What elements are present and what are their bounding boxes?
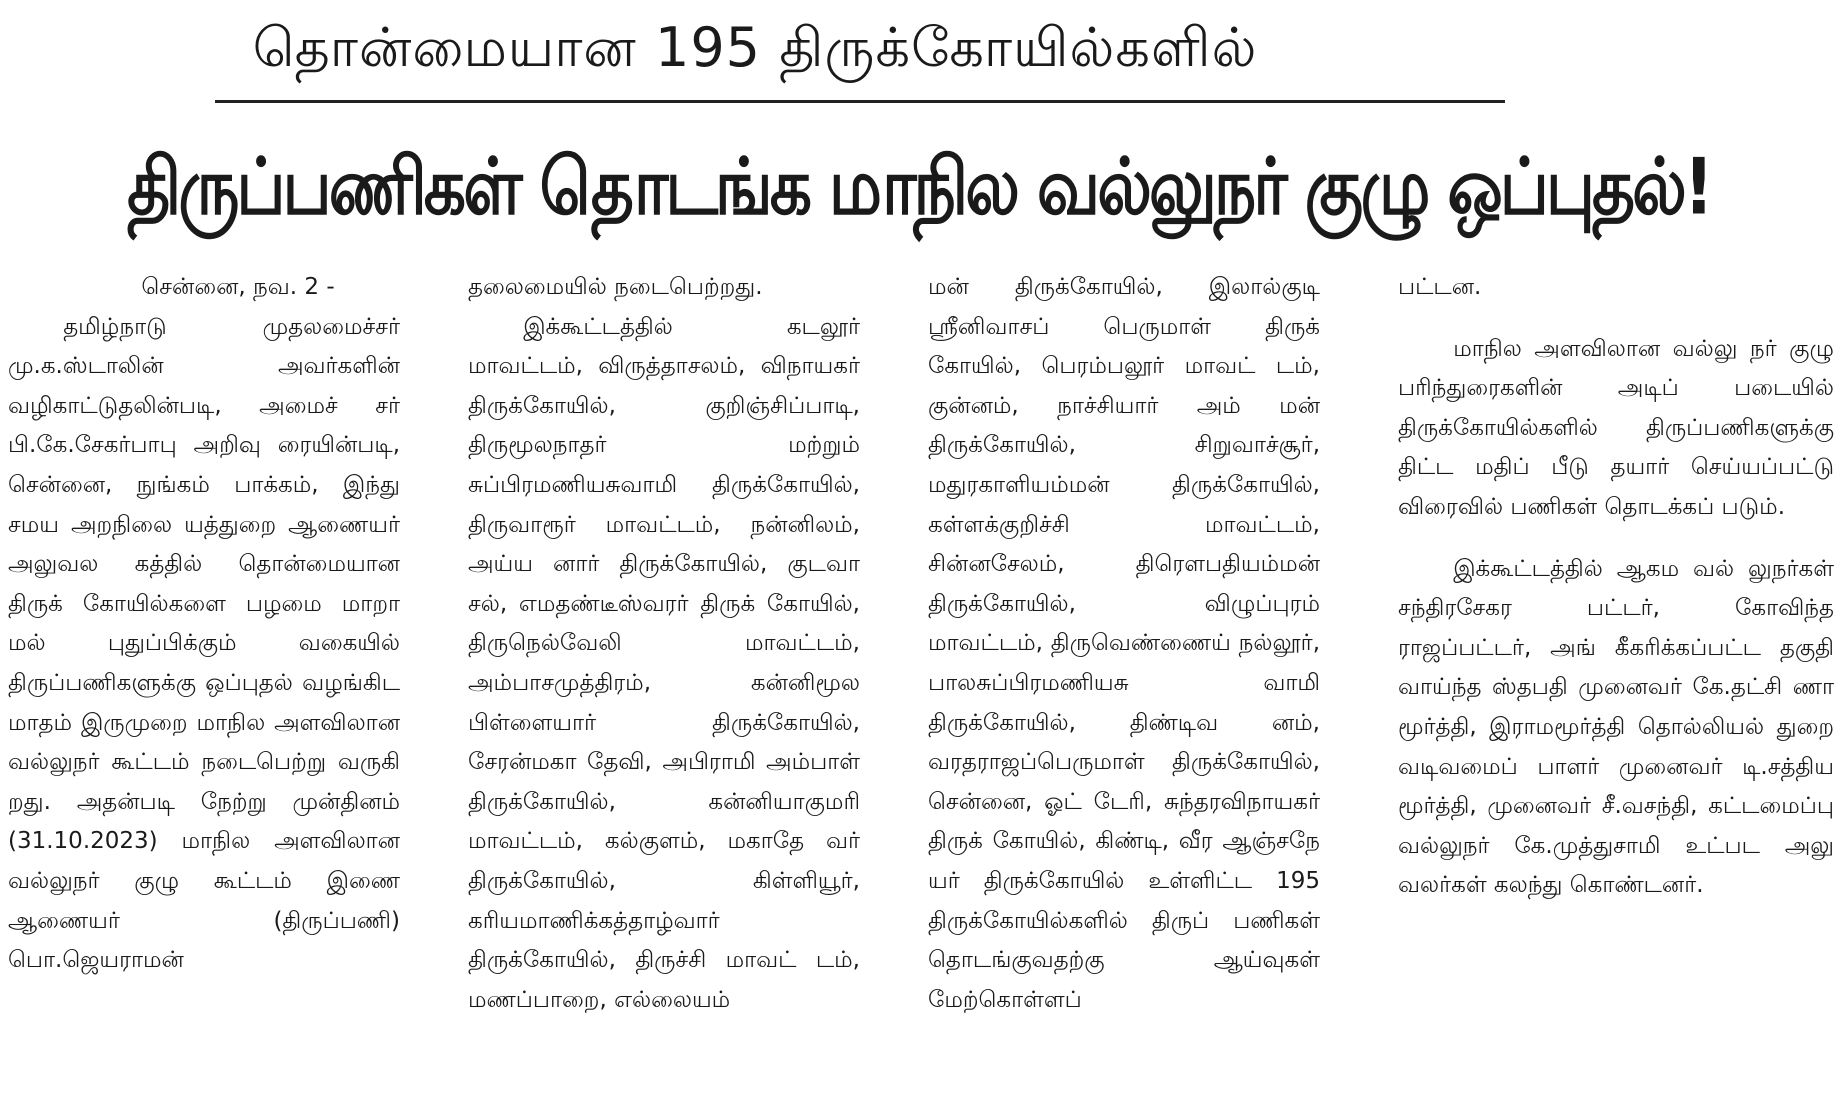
article-paragraph: தமிழ்நாடு முதலமைச்சர் மு.க.ஸ்டாலின் அவர்களின் வழிகாட்டுதலின்படி, அமைச் சர் பி.கே.சேகர்பாபு அறிவு ரையின்படி, சென்னை, நுங்கம் பாக்கம், இந்து சமய அறநிலை யத்துறை ஆணையர் அலுவல கத்தில் தொன்மையான திருக் கோயில்களை பழமை மாறா மல் புதுப்பிக்கும் வகையில் திருப்பணிகளுக்கு ஒப்புதல் வழங்கிட மாதம் இருமுறை மாநில அளவிலான வல்லுநர் கூட்டம் நடைபெற்று வருகி றது. அதன்படி நேற்று முன்தினம் (31.10.2023) மாநில அளவிலான வல்லுநர் குழு கூட்டம் இணை ஆணையர் (திருப்பணி) பொ.ஜெயராமன் bbox=[8, 313, 400, 974]
article-paragraph: இக்கூட்டத்தில் ஆகம வல் லுநர்கள் சந்திரசேகர பட்டர், கோவிந்த ராஜப்பட்டர், அங் கீகரிக்கப்பட்ட தகுதி வாய்ந்த ஸ்தபதி முனைவர் கே.தட்சி ணா மூர்த்தி, இராமமூர்த்தி தொல்லியல் துறை வடிவமைப் பாளர் முனைவர் டி.சத்திய மூர்த்தி, முனைவர் சீ.வசந்தி, கட்டமைப்பு வல்லுநர் கே.முத்துசாமி உட்பட அலு வலர்கள் கலந்து கொண்டனர். bbox=[1398, 555, 1834, 899]
article-column-1 bbox=[8, 268, 400, 1088]
article-paragraph-continued: மன் திருக்கோயில், இலால்குடி ஸ்ரீனிவாசப் பெருமாள் திருக் கோயில், பெரம்பலூர் மாவட் டம், குன்னம், நாச்சியார் அம் மன் திருக்கோயில், சிறுவாச்சூர், மதுரகாளியம்மன் திருக்கோயில், கள்ளக்குறிச்சி மாவட்டம், சின்னசேலம், திரௌபதியம்மன் திருக்கோயில், விழுப்புரம் மாவட்டம், திருவெண்ணைய் நல்லூர், பாலசுப்பிரமணியசு வாமி திருக்கோயில், திண்டிவ னம், வரதராஜப்பெருமாள் திருக்கோயில், சென்னை, ஓட் டேரி, சுந்தரவிநாயகர் திருக் கோயில், கிண்டி, வீர ஆஞ்சநே யர் திருக்கோயில் உள்ளிட்ட 195 திருக்கோயில்களில் திருப் பணிகள் தொடங்குவதற்கு ஆய்வுகள் மேற்கொள்ளப் bbox=[928, 274, 1320, 1013]
article-paragraph: இக்கூட்டத்தில் கடலூர் மாவட்டம், விருத்தாசலம், விநாயகர் திருக்கோயில், குறிஞ்சிப்பாடி, திருமூலநாதர் மற்றும் சுப்பிரமணியசுவாமி திருக்கோயில், திருவாரூர் மாவட்டம், நன்னிலம், அய்ய னார் திருக்கோயில், குடவா சல், எமதண்டீஸ்வரர் திருக் கோயில், திருநெல்வேலி மாவட்டம், அம்பாசமுத்திரம், கன்னிமூல பிள்ளையார் திருக்கோயில், சேரன்மகா தேவி, அபிராமி அம்பாள் திருக்கோயில், கன்னியாகுமரி மாவட்டம், கல்குளம், மகாதே வர் திருக்கோயில், கிள்ளியூர், கரியமாணிக்கத்தாழ்வார் திருக்கோயில், திருச்சி மாவட் டம், மணப்பாறை, எல்லையம் bbox=[468, 313, 860, 1013]
article-paragraph-continued: தலைமையில் நடைபெற்றது. bbox=[468, 274, 763, 300]
article-column-4 bbox=[1398, 268, 1834, 1088]
article-paragraph: மாநில அளவிலான வல்லு நர் குழு பரிந்துரைகளின் அடிப் படையில் திருக்கோயில்களில் திருப்பணிகளுக்கு திட்ட மதிப் பீடு தயார் செய்யப்பட்டு விரைவில் பணிகள் தொடக்கப் படும். bbox=[1398, 335, 1834, 520]
headline-rule bbox=[215, 100, 1505, 103]
article-paragraph-continued: பட்டன. bbox=[1398, 274, 1482, 300]
headline-main: திருப்பணிகள் தொடங்க மாநில வல்லுநர் குழு ஒப்புதல்! bbox=[127, 141, 1711, 233]
dateline: சென்னை, நவ. 2 - bbox=[141, 274, 335, 300]
article-column-2 bbox=[468, 268, 860, 1088]
headline-kicker: தொன்மையான 195 திருக்கோயில்களில் bbox=[252, 16, 1258, 79]
article-column-3 bbox=[928, 268, 1320, 1088]
